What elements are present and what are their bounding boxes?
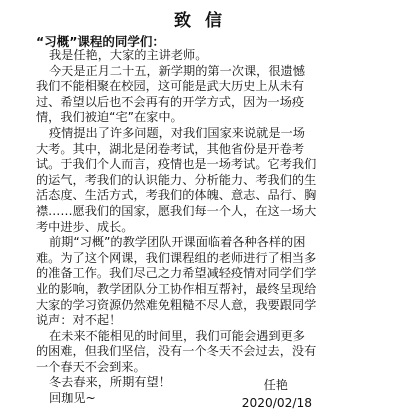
letter-line: 的困难，但我们坚信，没有一个冬天不会过去，没有 — [36, 344, 317, 359]
letter-line: 我们不能相聚在校园，这可能是武大历史上从未有 — [36, 79, 305, 94]
letter-line: 一个春天不会到来。 — [36, 359, 146, 374]
letter-line: 情，我们被迫“宅”在家中。 — [36, 110, 183, 125]
letter-line: 大家的学习资源仍然难免粗糙不尽人意，我要跟同学 — [36, 297, 317, 312]
letter-line: 难。为了这个网课，我们课程组的老师进行了相当多 — [36, 250, 317, 265]
letter-line: 说声：对不起！ — [36, 313, 122, 328]
letter-line: 回珈见~ — [49, 391, 96, 406]
letter-line: 试。于我们个人而言，疫情也是一场考试。它考我们 — [36, 157, 317, 172]
letter-line: 活态度、生活方式，考我们的体魄、意志、品行、胸 — [36, 188, 317, 203]
signature-date: 2020/02/18 — [241, 396, 312, 410]
letter-line: 在未来不能相见的时间里，我们可能会遇到更多 — [49, 328, 305, 343]
letter-line: 的运气，考我们的认识能力、分析能力、考我们的生 — [36, 172, 317, 187]
letter-salutation: “习概”课程的同学们： — [36, 34, 165, 49]
letter-line: 襟……愿我们的国家，愿我们每一个人，在这一场大 — [36, 203, 317, 218]
letter-line: 业的影响，教学团队分工协作相互帮衬，最终呈现给 — [36, 281, 317, 296]
letter-body — [36, 48, 376, 407]
letter-line: 的准备工作。我们尽己之力希望减轻疫情对同学们学 — [36, 266, 317, 281]
letter-line: 我是任艳，大家的主讲老师。 — [49, 48, 208, 62]
signature-name: 任艳 — [263, 378, 288, 392]
letter-line: 前期“习概”的教学团队开课面临着各种各样的困 — [49, 235, 306, 250]
letter-line: 大考。其中，湖北是闭卷考试，其他省份是开卷考 — [36, 141, 305, 156]
letter-line: 考中进步、成长。 — [36, 219, 134, 234]
letter-line: 过、希望以后也不会再有的开学方式，因为一场疫 — [36, 94, 305, 109]
letter-line: 冬去春来，所期有望！ — [49, 375, 171, 390]
letter-line: 疫情提出了许多问题，对我们国家来说就是一场 — [49, 125, 305, 140]
letter-title: 致 信 — [174, 11, 226, 31]
letter-line: 今天是正月二十五，新学期的第一次课，很遗憾 — [49, 63, 305, 78]
